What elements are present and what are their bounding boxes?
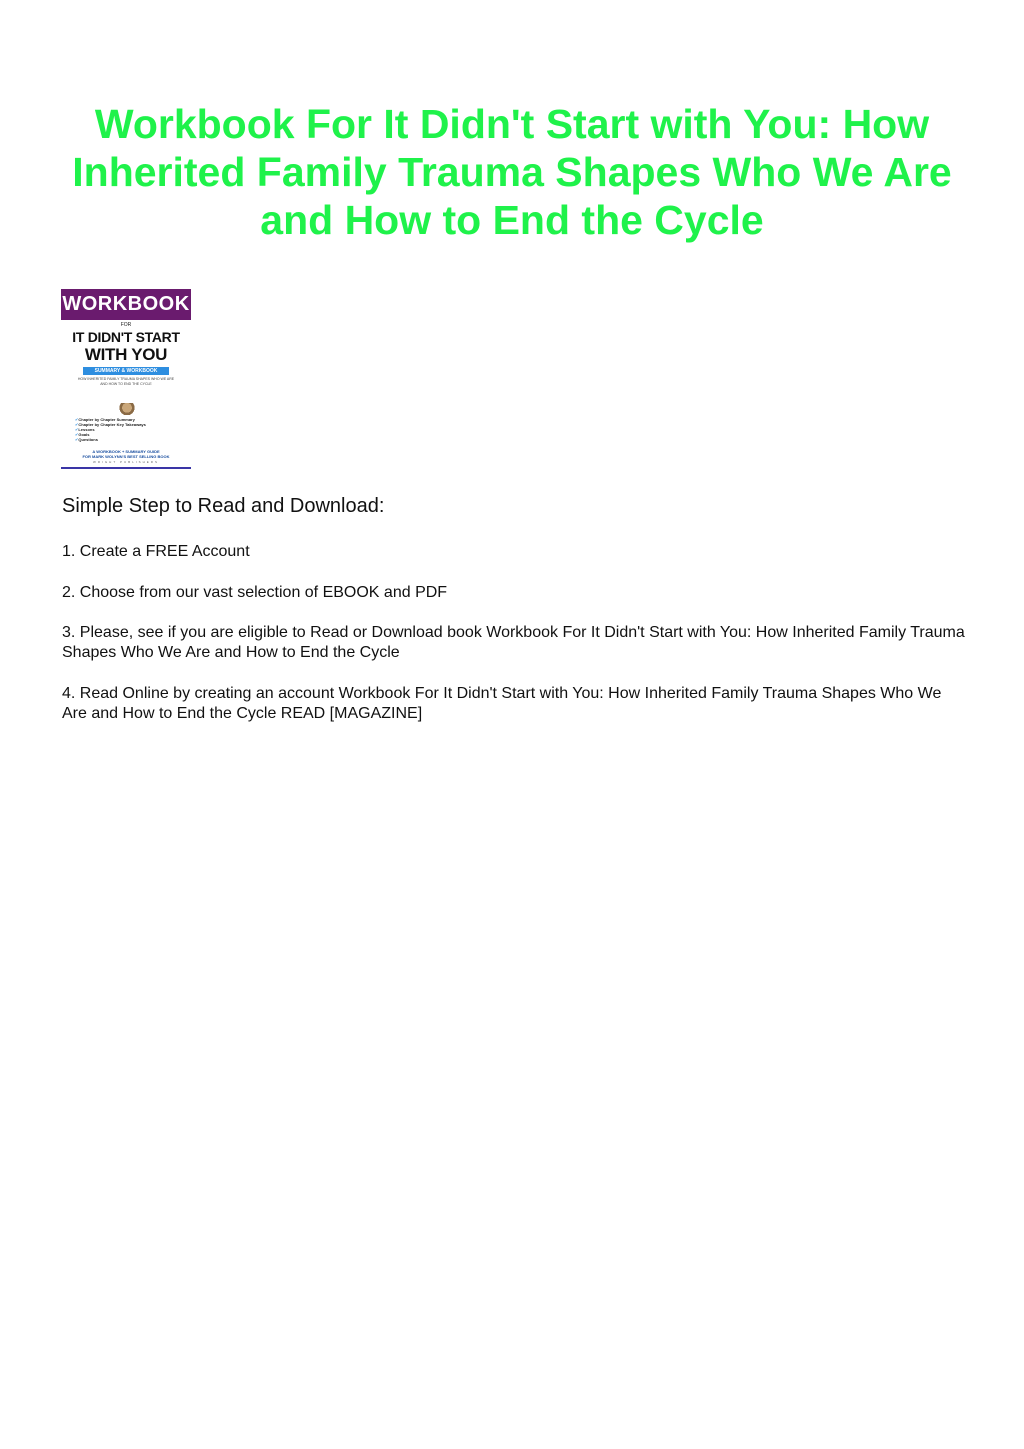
cover-list-item: ✔ Chapter by Chapter Summary — [75, 417, 146, 422]
cover-list-item: ✔ Goals — [75, 432, 146, 437]
cover-footer — [61, 449, 191, 459]
cover-band: WORKBOOK — [61, 289, 191, 320]
cover-list-item: ✔ Lessons — [75, 427, 146, 432]
step-1: 1. Create a FREE Account — [62, 543, 250, 560]
dog-illustration-icon — [119, 403, 135, 415]
cover-footer-line1: A WORKBOOK + SUMMARY GUIDE — [92, 449, 160, 454]
step-2: 2. Choose from our vast selection of EBOOK and PDF — [62, 584, 448, 601]
cover-list-item: ✔ Chapter by Chapter Key Takeaways — [75, 422, 146, 427]
cover-badge: SUMMARY & WORKBOOK — [83, 367, 169, 375]
cover-feature-list — [75, 417, 146, 442]
step-4: 4. Read Online by creating an account Workbook For It Didn't Start with You: How Inherited Family Trauma Shapes Who We Are and How to End the Cycle READ [MAGAZINE] — [62, 685, 942, 722]
step-3: 3. Please, see if you are eligible to Read or Download book Workbook For It Didn't Start with You: How Inherited Family Trauma Shapes Who We Are and How to End the Cycle — [62, 624, 965, 661]
cover-for-label: FOR — [120, 322, 132, 328]
book-cover-image — [61, 289, 191, 469]
cover-publisher: WRIGHT PUBLISHERS — [93, 460, 159, 464]
cover-title-line1: IT DIDN'T START — [72, 329, 180, 345]
cover-subtitle: HOW INHERITED FAMILY TRAUMA SHAPES WHO WE ARE AND HOW TO END THE CYCLE — [77, 377, 175, 386]
steps-heading: Simple Step to Read and Download: — [62, 495, 385, 517]
cover-title-line2: WITH YOU — [84, 345, 168, 364]
page-title: Workbook For It Didn't Start with You: How Inherited Family Trauma Shapes Who We Are and How to End the Cycle — [72, 101, 952, 243]
cover-list-item: ✔ Questions — [75, 437, 146, 442]
cover-footer-line2: FOR MARK WOLYNN'S BEST SELLING BOOK — [82, 454, 170, 459]
